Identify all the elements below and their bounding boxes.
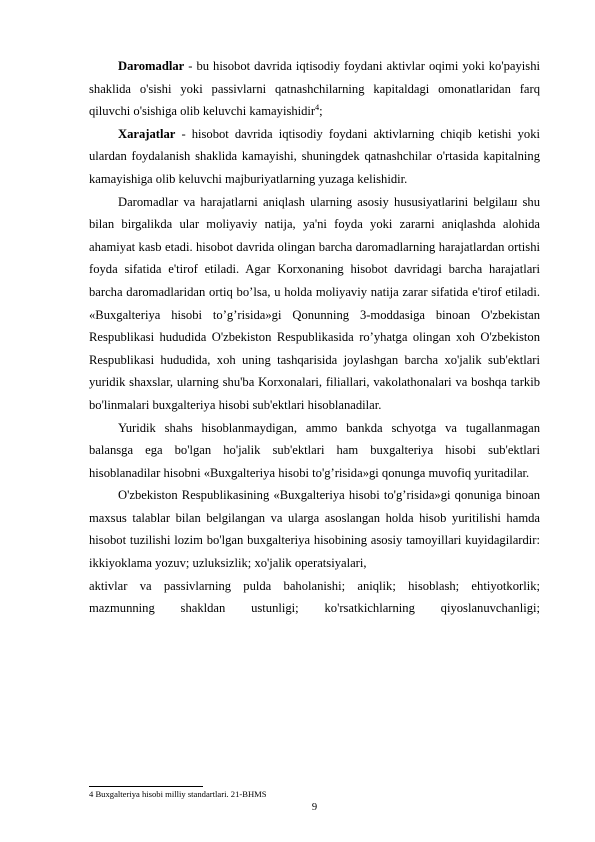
term-daromadlar: Daromadlar (118, 59, 185, 73)
paragraph-results: Daromadlar va harajatlarni aniqlash ularning asosiy hususiyatlarini belgilaш shu bilan birgalikda ular moliyaviy natija, ya'ni foyda yoki zararni aniqlashda alohida ahamiyat kasb etadi. hisobot davrida olingan barcha daromadlarning harajatlardan ortishi foyda sifatida e'tirof etiladi. Agar Korxonaning hisobot davridagi barcha harajatlari barcha daromadlaridan ortiq bo’lsa, u holda moliyaviy natija zarar sifatida e'tirof etiladi. «Buxgalteriya hisobi to’g’risida»gi Qonunning 3-moddasiga binoan O'zbekistan Respublikasi hududida O'zbekiston Respublikasida ro’yhatga olingan xoh O'zbekiston Respublikasi hududida, xoh uning tashqarisida joylashgan barcha xo'jalik sub'ektlari yuridik shaxslar, ularning shu'ba Korxonalari, filiallari, vakolathonalari va boshqa tarkib bo'linmalari buxgalteriya hisobi sub'ektlari hisoblanadilar. (89, 194, 540, 412)
footnote-reference: 4 (315, 103, 320, 112)
body-text (89, 55, 540, 620)
paragraph-principles-continued: aktivlar va passivlarning pulda baholanishi; aniqlik; hisoblash; ehtiyotkorlik; mazmunning shakldan ustunligi; ko'rsatkichlarning qiyoslanuvchanligi; (89, 578, 540, 616)
footnote: 4 Buxgalteriya hisobi milliy standartlari. 21-BHMS (89, 789, 267, 799)
definition-xarajatlar: - hisobot davrida iqtisodiy foydani aktivlarning chiqib ketishi yoki ulardan foydalanish shaklida kamayishi, shuningdek qatnashchilar o'rtasida kapitalning kamayishiga olib keluvchi majburiyatlarning yuzaga kelishidir. (89, 126, 540, 186)
footnote-separator (89, 786, 203, 787)
paragraph-daromadlar (89, 55, 540, 123)
paragraph-principles: O'zbekiston Respublikasining «Buxgalteriya hisobi to'g’risida»gi qonuniga binoan maxsus talablar bilan belgilangan va ularga asoslangan holda hisob yuritilishi hamda hisobot tuzilishi lozim bo'lgan buxgalteriya hisobining asosiy tamoyillari kuyidagilardir: ikkiyoklama yozuv; uzluksizlik; xo'jalik operatsiyalari, (89, 488, 540, 571)
paragraph-xarajatlar (89, 123, 540, 191)
definition-end: ; (319, 104, 323, 119)
paragraph-non-legal-entities: Yuridik shahs hisoblanmaydigan, ammo bankda schyotga va tugallanmagan balansga ega bo'lgan ho'jalik sub'ektlari ham buxgalteriya hisobi sub'ektlari hisoblanadilar hisobni «Buxgalteriya hisobi to'g’risida»gi qonunga muvofiq yuritadilar. (89, 420, 540, 480)
term-xarajatlar: Xarajatlar (118, 126, 176, 141)
definition-daromadlar: - bu hisobot davrida iqtisodiy foydani aktivlar oqimi yoki ko'payishi shaklida o'sishi yoki passivlarni qatnashchilarning kapitaldagi omonatlaridan farq qiluvchi o'sishiga olib keluvchi kamayishidir (89, 59, 540, 119)
page-number: 9 (311, 802, 318, 813)
